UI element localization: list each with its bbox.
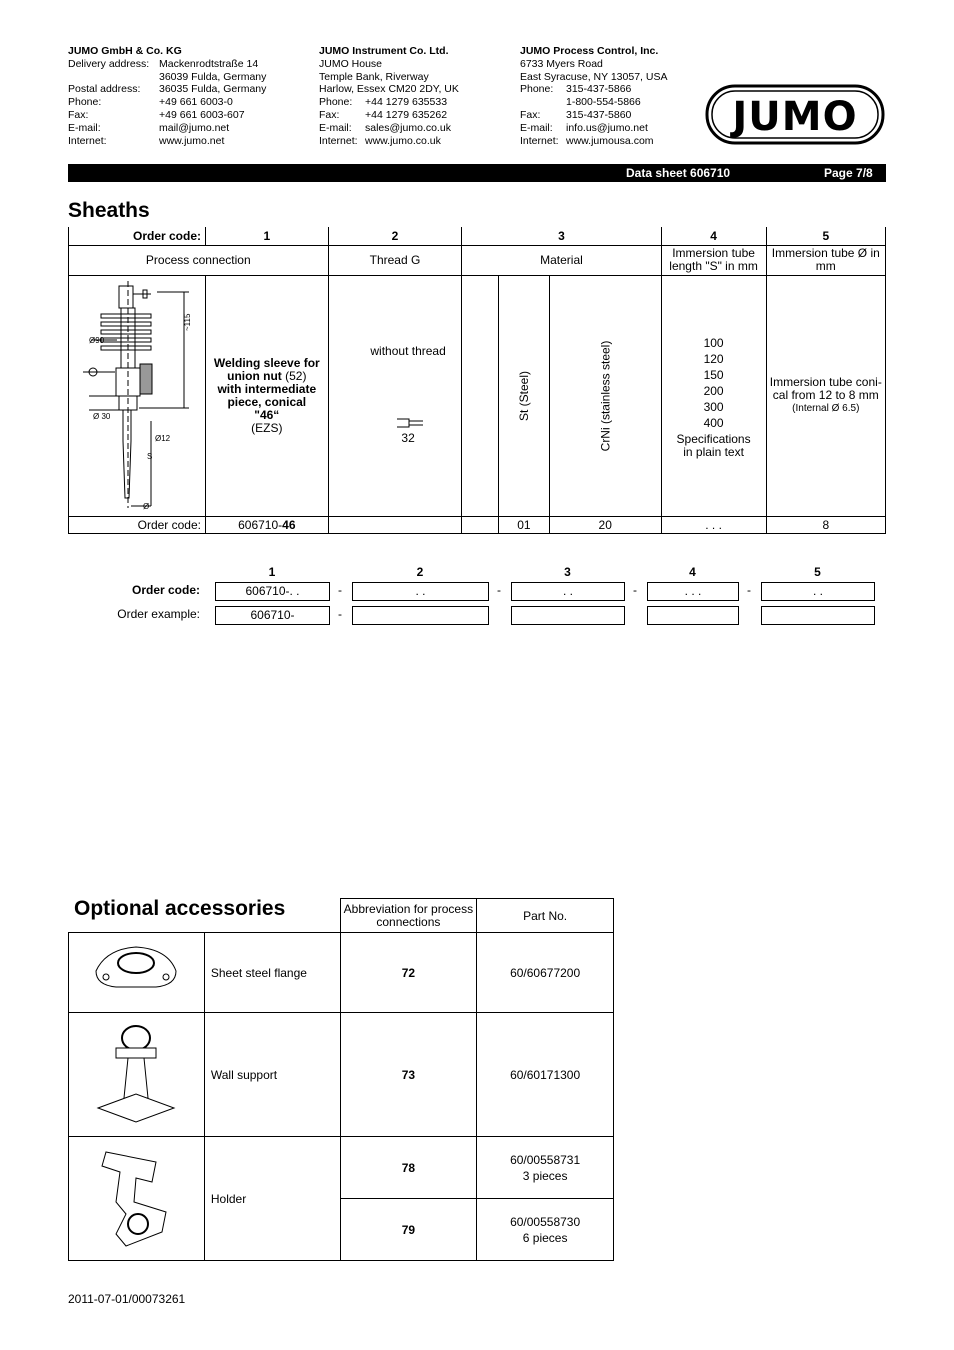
address-row: Fax: 315-437-5860 bbox=[520, 108, 632, 121]
wrench-icon bbox=[395, 416, 425, 430]
header-diameter: Immersion tube Ø in mm bbox=[766, 245, 885, 275]
order-example-box[interactable] bbox=[511, 606, 625, 625]
uk-line: Harlow, Essex CM20 2DY, UK bbox=[319, 83, 459, 96]
address-row: Internet: www.jumo.co.uk bbox=[319, 134, 441, 147]
order-row-c1: 606710-46 bbox=[206, 516, 329, 533]
order-col-num: 5 bbox=[814, 565, 821, 579]
uk-line: Temple Bank, Riverway bbox=[319, 70, 429, 83]
usa-name: JUMO Process Control, Inc. bbox=[520, 45, 659, 57]
address-row: 36039 Fulda, Germany bbox=[159, 70, 267, 83]
uk-name: JUMO Instrument Co. Ltd. bbox=[319, 45, 449, 57]
material-steel: St (Steel) bbox=[498, 275, 549, 516]
label-115: ~115 bbox=[183, 313, 192, 331]
address-usa bbox=[520, 45, 710, 147]
header-thread: Thread G bbox=[328, 245, 462, 275]
footer-code: 2011-07-01/00073261 bbox=[68, 1292, 186, 1306]
header-abbr: Abbreviation for process connections bbox=[340, 899, 477, 933]
order-code-box[interactable]: . . . bbox=[647, 582, 739, 601]
label-d12: Ø12 bbox=[155, 433, 171, 443]
gmbh-name: JUMO GmbH & Co. KG bbox=[68, 45, 182, 57]
order-row-dia: 8 bbox=[766, 516, 885, 533]
col-num: 5 bbox=[766, 227, 885, 245]
order-col-num: 3 bbox=[564, 565, 571, 579]
order-code-box[interactable]: . . bbox=[761, 582, 875, 601]
address-row: E-mail: mail@jumo.net bbox=[68, 121, 230, 134]
order-code-box[interactable]: 606710-. . bbox=[215, 582, 330, 601]
header-part: Part No. bbox=[477, 899, 614, 933]
order-row-m1: 01 bbox=[498, 516, 549, 533]
address-row: E-mail: info.us@jumo.net bbox=[520, 121, 648, 134]
order-code-box[interactable]: . . bbox=[352, 582, 489, 601]
order-example-label: Order example: bbox=[117, 607, 200, 621]
label-s: S bbox=[147, 451, 153, 461]
address-row: Internet: www.jumousa.com bbox=[520, 134, 654, 147]
item-abbr: 73 bbox=[340, 1013, 477, 1137]
address-row: Fax: +49 661 6003-607 bbox=[68, 108, 245, 121]
page-number: Page 7/8 bbox=[824, 166, 873, 180]
separator: - bbox=[633, 583, 637, 597]
col-num: 3 bbox=[462, 227, 661, 245]
item-abbr: 72 bbox=[340, 933, 477, 1013]
material-empty bbox=[462, 275, 499, 516]
address-row: Postal address: 36035 Fulda, Germany bbox=[68, 83, 267, 96]
usa-line: East Syracuse, NY 13057, USA bbox=[520, 70, 668, 83]
address-row: 1-800-554-5866 bbox=[566, 96, 641, 109]
address-row: Delivery address: Mackenrodtstraße 14 bbox=[68, 57, 259, 70]
logo-text: JUMO bbox=[732, 94, 858, 140]
jumo-logo bbox=[705, 84, 885, 145]
separator: - bbox=[338, 583, 342, 597]
address-row: Phone: +44 1279 635533 bbox=[319, 96, 448, 109]
address-row: Fax: +44 1279 635262 bbox=[319, 108, 448, 121]
order-row-m2: 20 bbox=[549, 516, 661, 533]
order-col-num: 4 bbox=[689, 565, 696, 579]
col-num: 1 bbox=[206, 227, 329, 245]
wrench-size: 32 bbox=[401, 430, 415, 445]
label-d: Ø bbox=[143, 501, 150, 511]
order-row-m0 bbox=[462, 516, 499, 533]
flange-image bbox=[69, 933, 205, 1013]
sheaths-title: Sheaths bbox=[68, 199, 150, 222]
address-uk bbox=[319, 45, 519, 147]
col-num: 4 bbox=[661, 227, 766, 245]
address-row: Phone: 315-437-5866 bbox=[520, 83, 632, 96]
lengths-cell: 100 120 150 200 300 400 Specifications in plain text bbox=[661, 275, 766, 516]
address-gmbh bbox=[68, 45, 308, 147]
datasheet-bar bbox=[68, 164, 886, 182]
header-length: Immersion tube length "S" in mm bbox=[661, 245, 766, 275]
separator: - bbox=[338, 607, 342, 621]
address-row: Internet: www.jumo.net bbox=[68, 134, 225, 147]
item-name: Holder bbox=[204, 1137, 340, 1261]
order-row-c2 bbox=[328, 516, 462, 533]
order-example-box[interactable] bbox=[761, 606, 875, 625]
diameter-cell: Immersion tube coni- cal from 12 to 8 mm (Internal Ø 6.5) bbox=[766, 275, 885, 516]
order-row-len: . . . bbox=[661, 516, 766, 533]
item-part: 60/00558731 3 pieces bbox=[477, 1137, 614, 1199]
item-part: 60/60677200 bbox=[477, 933, 614, 1013]
item-name: Wall support bbox=[204, 1013, 340, 1137]
item-abbr: 79 bbox=[340, 1199, 477, 1261]
label-d90: Ø90 bbox=[89, 335, 105, 345]
order-col-num: 1 bbox=[268, 565, 276, 579]
sheath-drawing bbox=[69, 275, 206, 516]
thread-cell bbox=[328, 275, 462, 516]
thread-text: without thread bbox=[370, 343, 446, 358]
holder-image bbox=[69, 1137, 205, 1261]
order-example-box[interactable] bbox=[352, 606, 489, 625]
header-material: Material bbox=[462, 245, 661, 275]
order-example-box[interactable] bbox=[647, 606, 739, 625]
order-code-label: Order code: bbox=[69, 227, 206, 245]
uk-line: JUMO House bbox=[319, 57, 383, 70]
welding-sleeve-cell: Welding sleeve for union nut (52) with intermediate piece, conical "46“ (EZS) bbox=[206, 275, 329, 516]
item-part: 60/60171300 bbox=[477, 1013, 614, 1137]
datasheet-number: Data sheet 606710 bbox=[626, 166, 731, 180]
order-code-label: Order code: bbox=[131, 583, 200, 597]
item-abbr: 78 bbox=[340, 1137, 477, 1199]
address-row: Phone: +49 661 6003-0 bbox=[68, 96, 233, 109]
accessories-table bbox=[68, 898, 614, 1261]
address-row: E-mail: sales@jumo.co.uk bbox=[319, 121, 451, 134]
separator: - bbox=[497, 583, 501, 597]
sheaths-table bbox=[68, 227, 886, 534]
order-col-num: 2 bbox=[416, 565, 424, 579]
separator: - bbox=[747, 583, 751, 597]
col-num: 2 bbox=[328, 227, 462, 245]
label-d30: Ø 30 bbox=[93, 411, 111, 421]
accessories-title: Optional accessories bbox=[74, 897, 286, 920]
order-code-box[interactable]: . . bbox=[511, 582, 625, 601]
material-crni: CrNi (stainless steel) bbox=[549, 275, 661, 516]
order-row-label: Order code: bbox=[69, 516, 206, 533]
item-name: Sheet steel flange bbox=[204, 933, 340, 1013]
item-part: 60/00558730 6 pieces bbox=[477, 1199, 614, 1261]
usa-line: 6733 Myers Road bbox=[520, 57, 603, 70]
wall-support-image bbox=[69, 1013, 205, 1137]
header-process: Process connection bbox=[69, 245, 329, 275]
order-example-box[interactable]: 606710- bbox=[215, 606, 330, 625]
